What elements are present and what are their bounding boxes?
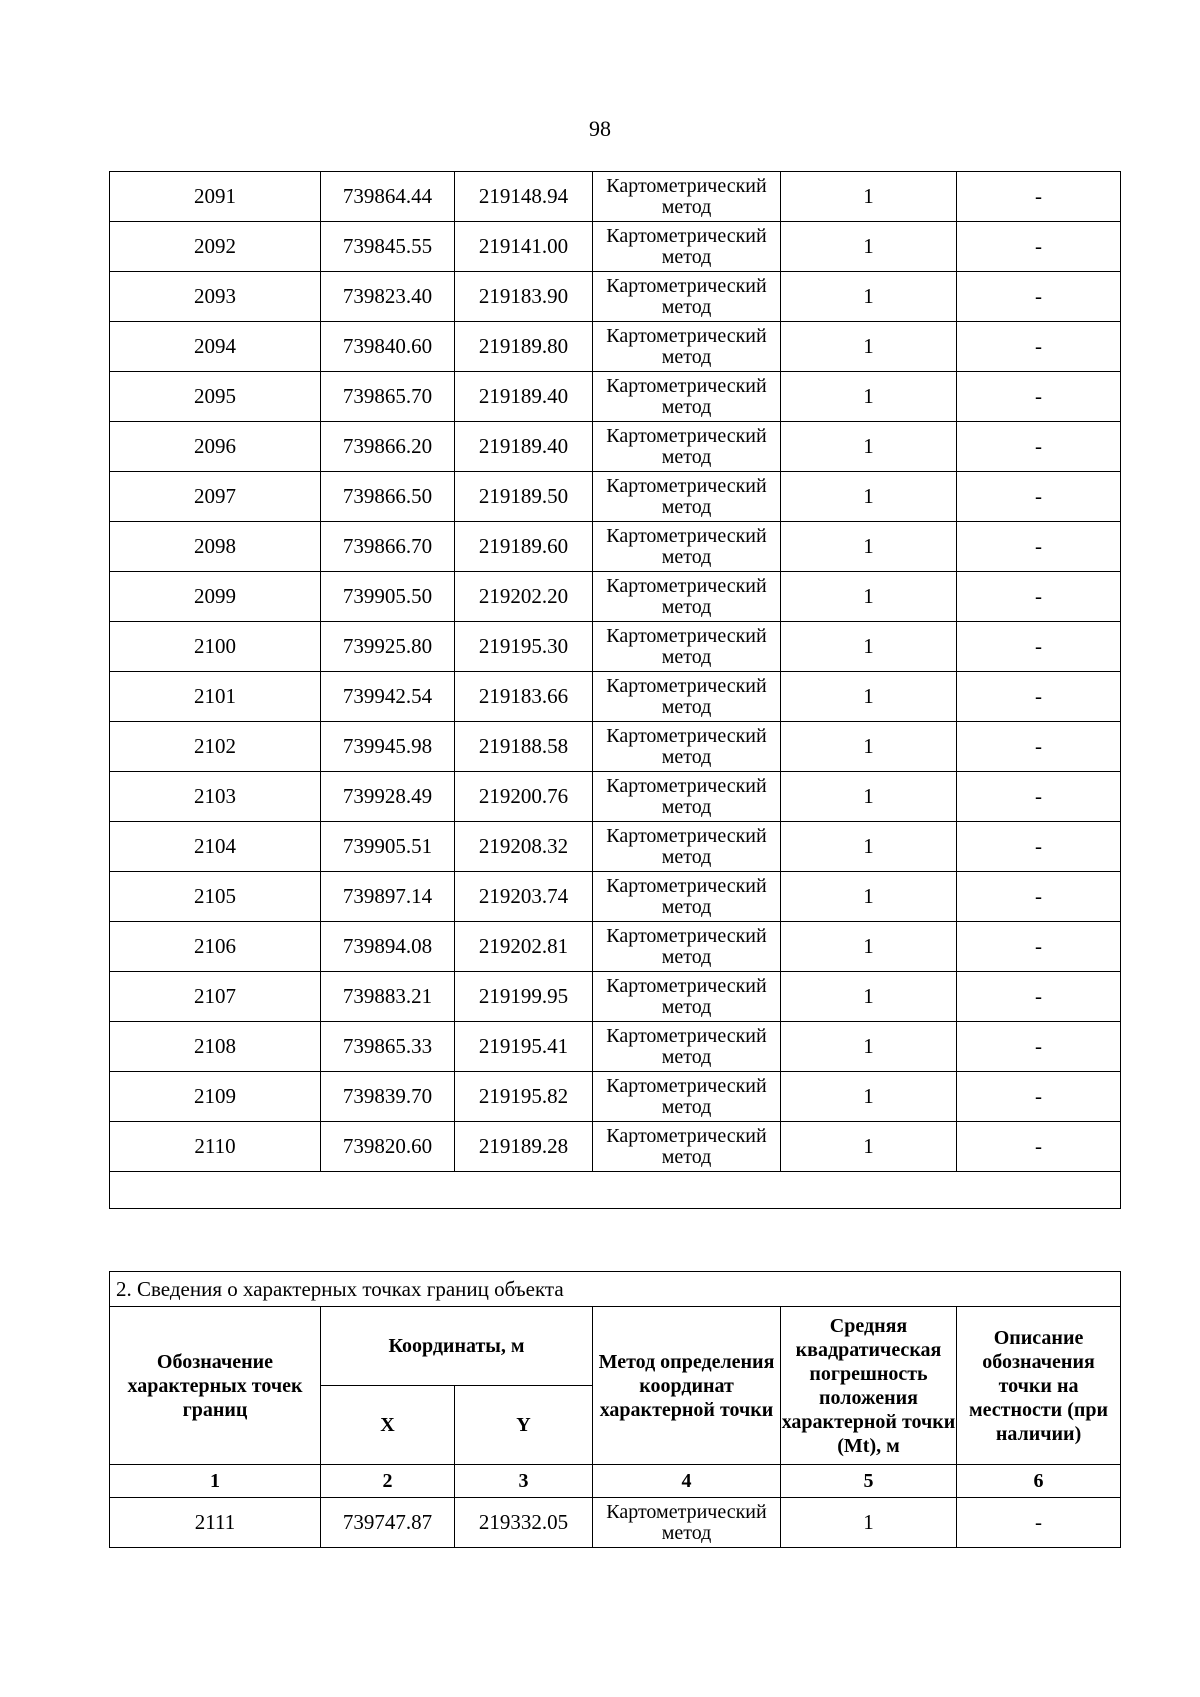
description-cell: - [957,472,1121,522]
point-cell: 2107 [110,972,321,1022]
mt-cell: 1 [781,1022,957,1072]
table-row [110,1072,1121,1122]
method-cell: Картометрический метод [593,972,781,1022]
point-cell: 2104 [110,822,321,872]
point-cell: 2093 [110,272,321,322]
table-row [110,722,1121,772]
method-cell: Картометрический метод [593,772,781,822]
method-cell: Картометрический метод [593,322,781,372]
table-row [110,772,1121,822]
mt-cell: 1 [781,522,957,572]
table-row [110,922,1121,972]
column-number: 1 [110,1465,321,1498]
description-cell: - [957,1022,1121,1072]
description-cell: - [957,422,1121,472]
column-number: 4 [593,1465,781,1498]
method-cell: Картометрический метод [593,822,781,872]
point-cell: 2097 [110,472,321,522]
mt-cell: 1 [781,872,957,922]
x-cell: 739894.08 [321,922,455,972]
method-cell: Картометрический метод [593,922,781,972]
method-cell: Картометрический метод [593,1122,781,1172]
column-number: 2 [321,1465,455,1498]
point-cell: 2096 [110,422,321,472]
description-cell: - [957,1072,1121,1122]
column-number: 6 [957,1465,1121,1498]
table-row [110,972,1121,1022]
point-cell: 2095 [110,372,321,422]
y-cell: 219189.60 [455,522,593,572]
mt-cell: 1 [781,722,957,772]
method-cell: Картометрический метод [593,372,781,422]
description-cell: - [957,622,1121,672]
header-y: Y [455,1386,593,1465]
table-row [110,1122,1121,1172]
description-cell: - [957,572,1121,622]
point-cell: 2111 [110,1498,321,1548]
method-cell: Картометрический метод [593,672,781,722]
description-cell: - [957,872,1121,922]
x-cell: 739747.87 [321,1498,455,1548]
method-cell: Картометрический метод [593,622,781,672]
description-cell: - [957,1122,1121,1172]
description-cell: - [957,322,1121,372]
description-cell: - [957,372,1121,422]
point-cell: 2103 [110,772,321,822]
y-cell: 219189.50 [455,472,593,522]
x-cell: 739942.54 [321,672,455,722]
x-cell: 739905.50 [321,572,455,622]
table-row [110,572,1121,622]
mt-cell: 1 [781,622,957,672]
y-cell: 219189.40 [455,372,593,422]
description-cell: - [957,172,1121,222]
description-cell: - [957,922,1121,972]
point-cell: 2100 [110,622,321,672]
mt-cell: 1 [781,772,957,822]
y-cell: 219148.94 [455,172,593,222]
header-description: Описание обозначения точки на местности (при наличии) [957,1307,1121,1465]
y-cell: 219141.00 [455,222,593,272]
table-row [110,872,1121,922]
table-row [110,172,1121,222]
point-cell: 2091 [110,172,321,222]
method-cell: Картометрический метод [593,172,781,222]
mt-cell: 1 [781,1072,957,1122]
method-cell: Картометрический метод [593,222,781,272]
description-cell: - [957,1498,1121,1548]
method-cell: Картометрический метод [593,422,781,472]
mt-cell: 1 [781,672,957,722]
point-cell: 2092 [110,222,321,272]
table-row [110,322,1121,372]
boundary-points-body [110,1498,1121,1548]
boundary-points-table [109,1271,1121,1548]
y-cell: 219183.66 [455,672,593,722]
x-cell: 739928.49 [321,772,455,822]
mt-cell: 1 [781,422,957,472]
x-cell: 739905.51 [321,822,455,872]
header-coordinates: Координаты, м [321,1307,593,1386]
method-cell: Картометрический метод [593,722,781,772]
method-cell: Картометрический метод [593,872,781,922]
description-cell: - [957,722,1121,772]
mt-cell: 1 [781,222,957,272]
mt-cell: 1 [781,1122,957,1172]
point-cell: 2099 [110,572,321,622]
empty-row [110,1172,1121,1209]
page-number: 98 [589,116,611,141]
x-cell: 739820.60 [321,1122,455,1172]
mt-cell: 1 [781,572,957,622]
coordinates-table-continued [109,171,1121,1209]
header-method: Метод определения координат характерной точки [593,1307,781,1465]
x-cell: 739945.98 [321,722,455,772]
method-cell: Картометрический метод [593,1022,781,1072]
x-cell: 739865.33 [321,1022,455,1072]
method-cell: Картометрический метод [593,272,781,322]
mt-cell: 1 [781,972,957,1022]
x-cell: 739845.55 [321,222,455,272]
header-x: X [321,1386,455,1465]
point-cell: 2098 [110,522,321,572]
mt-cell: 1 [781,822,957,872]
description-cell: - [957,822,1121,872]
point-cell: 2105 [110,872,321,922]
table-row [110,672,1121,722]
x-cell: 739864.44 [321,172,455,222]
table-row [110,272,1121,322]
section-title: 2. Сведения о характерных точках границ объекта [110,1272,1121,1307]
y-cell: 219195.41 [455,1022,593,1072]
y-cell: 219203.74 [455,872,593,922]
y-cell: 219189.28 [455,1122,593,1172]
point-cell: 2110 [110,1122,321,1172]
y-cell: 219189.40 [455,422,593,472]
table-row [110,622,1121,672]
table-row [110,422,1121,472]
x-cell: 739839.70 [321,1072,455,1122]
y-cell: 219195.82 [455,1072,593,1122]
mt-cell: 1 [781,922,957,972]
y-cell: 219188.58 [455,722,593,772]
y-cell: 219208.32 [455,822,593,872]
y-cell: 219202.81 [455,922,593,972]
x-cell: 739925.80 [321,622,455,672]
x-cell: 739840.60 [321,322,455,372]
y-cell: 219195.30 [455,622,593,672]
x-cell: 739897.14 [321,872,455,922]
mt-cell: 1 [781,322,957,372]
table-row [110,522,1121,572]
point-cell: 2106 [110,922,321,972]
column-number: 3 [455,1465,593,1498]
coordinates-table-body [110,172,1121,1209]
x-cell: 739865.70 [321,372,455,422]
method-cell: Картометрический метод [593,522,781,572]
method-cell: Картометрический метод [593,472,781,522]
method-cell: Картометрический метод [593,1498,781,1548]
method-cell: Картометрический метод [593,1072,781,1122]
mt-cell: 1 [781,172,957,222]
y-cell: 219332.05 [455,1498,593,1548]
y-cell: 219199.95 [455,972,593,1022]
x-cell: 739866.50 [321,472,455,522]
description-cell: - [957,672,1121,722]
description-cell: - [957,272,1121,322]
point-cell: 2108 [110,1022,321,1072]
column-number: 5 [781,1465,957,1498]
empty-cell [110,1172,1121,1209]
table-row [110,372,1121,422]
table-row [110,1498,1121,1548]
x-cell: 739883.21 [321,972,455,1022]
header-point: Обозначение характерных точек границ [110,1307,321,1465]
table-row [110,1022,1121,1072]
mt-cell: 1 [781,372,957,422]
mt-cell: 1 [781,272,957,322]
method-cell: Картометрический метод [593,572,781,622]
x-cell: 739823.40 [321,272,455,322]
description-cell: - [957,522,1121,572]
mt-cell: 1 [781,1498,957,1548]
description-cell: - [957,972,1121,1022]
point-cell: 2094 [110,322,321,372]
header-mt: Средняя квадратическая погрешность положения характерной точки (Mt), м [781,1307,957,1465]
mt-cell: 1 [781,472,957,522]
table-row [110,222,1121,272]
point-cell: 2101 [110,672,321,722]
description-cell: - [957,772,1121,822]
x-cell: 739866.20 [321,422,455,472]
description-cell: - [957,222,1121,272]
table-row [110,472,1121,522]
point-cell: 2102 [110,722,321,772]
x-cell: 739866.70 [321,522,455,572]
table-row [110,822,1121,872]
y-cell: 219202.20 [455,572,593,622]
y-cell: 219189.80 [455,322,593,372]
y-cell: 219200.76 [455,772,593,822]
point-cell: 2109 [110,1072,321,1122]
y-cell: 219183.90 [455,272,593,322]
